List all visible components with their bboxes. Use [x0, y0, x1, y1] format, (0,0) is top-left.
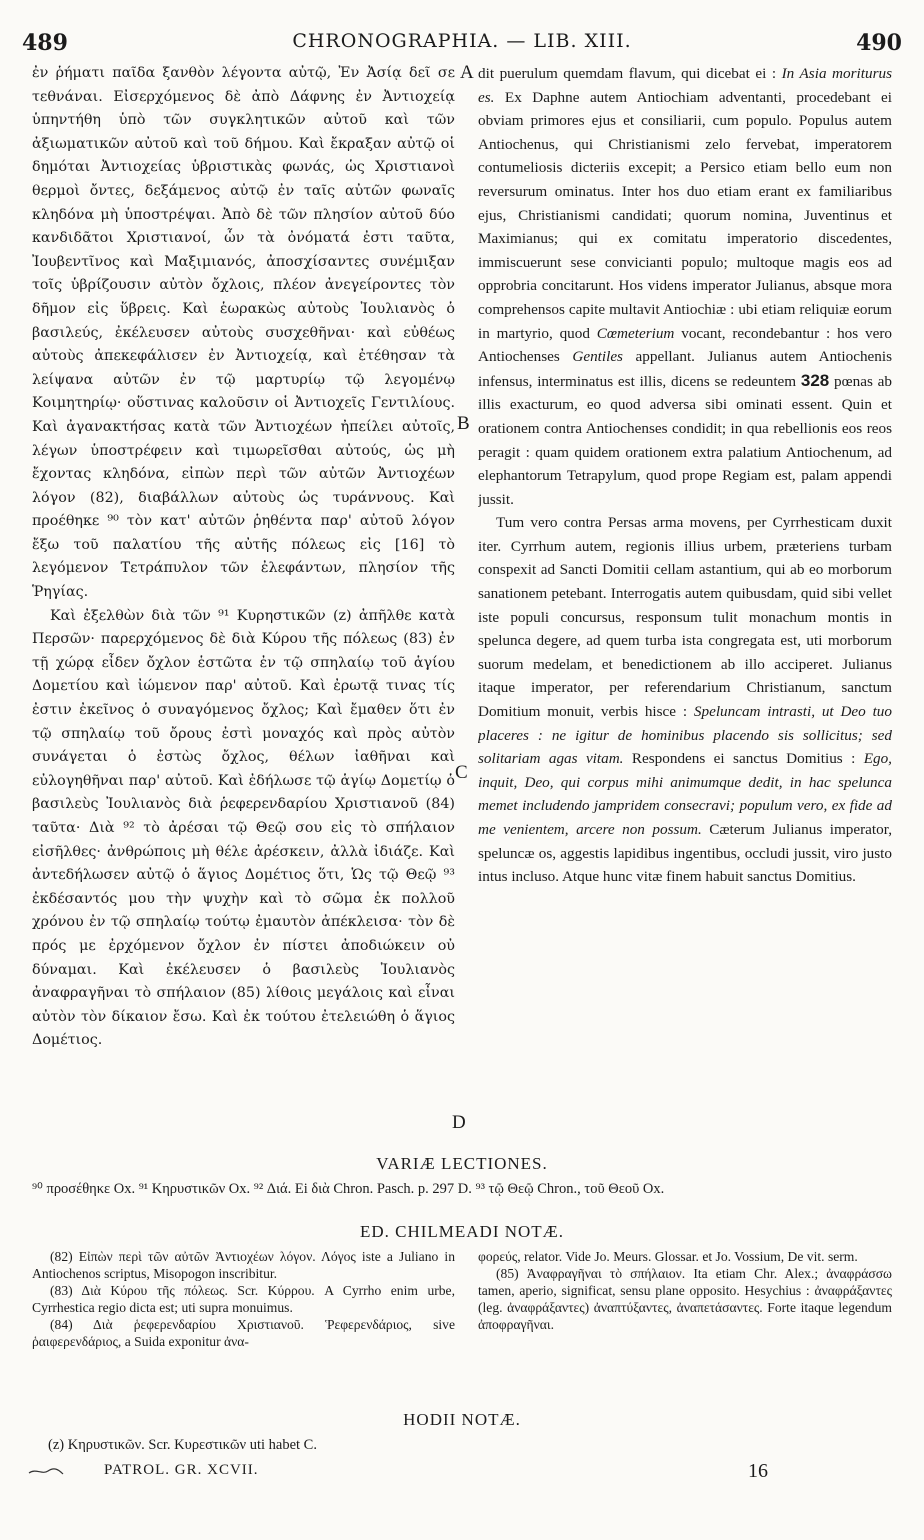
margin-marker-d: D: [452, 1112, 466, 1133]
latin-italic-text: Speluncam intrasti, ut Deo tuo placeres : ne igitur de hominibus placendo sis sollicitus; sed solitariam agas vitam.: [478, 703, 892, 768]
latin-text: vocant, recondebantur : hos vero Antiochenses: [478, 324, 892, 366]
note-84-continued: φορεύς, relator. Vide Jo. Meurs. Glossar. et Jo. Vossium, De vit. serm.: [478, 1249, 858, 1264]
margin-marker-a: A: [460, 62, 474, 83]
variae-lectiones-heading: VARIÆ LECTIONES.: [376, 1154, 548, 1173]
margin-marker-c: C: [455, 762, 468, 783]
latin-text: Ex Daphne autem Antiochiam adventanti, procedebant ei obviam primores ejus et consiliarii, cum populo. Populus autem Antiochenus, qui Christianismi zelo fervebat, imperatorem contumeliosis dicteriis excepit; a Persico etiam bello eum non reversurum ominatus. Inter hos duo etiam erant ex familiaribus ejus, Christianismi candidati; quorum nomina, Juventinus et Maximianus; qui ex comitatu imperatorio discedentes, immiscuerunt sese convicianti populo; multoque magis eos ad opprobria concitarunt. Hos videns imperator Julianus, absque mora comprehensos capite multavit Antiochiæ : ubi etiam reliquiæ eorum in martyrio, quod: [478, 88, 892, 342]
latin-text-column: [478, 62, 892, 1142]
latin-text: Tum vero contra Persas arma movens, per Cyrrhesticam duxit iter. Cyrrhum autem, regionis illius urbem, præteriens turbam conspexit ad Sancti Domitii cellam astantium, qui ab eo morborum sanationem petebant. Interrogatis autem quibusdam, quid sibi vellet iste populi concursus, responsum tulit monachum montis in spelunca degere, ad quem turba ista congregata est, uti morborum suorum medelam, et benedictionem ab illo acciperet. Julianus itaque imperator, per referendarium Christianum, sanctum Domitium monuit, verbis hisce :: [478, 514, 892, 721]
latin-italic-text: Cœmeterium: [596, 324, 675, 342]
greek-paragraph-1: ἐν ῥήματι παῖδα ξανθὸν λέγοντα αὐτῷ, Ἐν Ἀσίᾳ δεῖ σε τεθνάναι. Εἰσερχόμενος δὲ ἀπὸ Δάφνης ἐν Ἀντιοχείᾳ ὑπηντήθη ὑπὸ τῶν συγκλητικῶν αὐτοῦ καὶ τῶν ἀξιωματικῶν αὐτοῦ καὶ τοῦ δήμου. Καὶ ἔκραξαν αὐτῷ οἱ δημόται Ἀντιοχείας ὑβριστικὰς φωνάς, ὡς Χριστιανοὶ θερμοὶ ὄντες, δεξάμενος αὐτῷ ἐν ταῖς αὐτῶν φωναῖς κληδόνα μὴ ὑποστρέψαι. Ἀπὸ δὲ τῶν πλησίον αὐτοῦ δύο κανδιδᾶτοι Χριστιανοί, ὧν τὰ ὀνόματά ἐστι ταῦτα, Ἰουβεντῖνος καὶ Μαξιμιανός, ἀποσχίσαντες συνέμιξαν τοῖς ὑβρίζουσιν αὐτὸν ὄχλοις, πλέον ἀνεγείροντες τὸν δῆμον εἰς ὕβρεις. Καὶ ἑωρακὼς αὐτοὺς Ἰουλιανὸς ὁ βασιλεύς, ἐκέλευσεν αὐτοὺς συσχεθῆναι· καὶ εὐθέως αὐτοὺς ἀπεκεφάλισεν ἐν Ἀντιοχείᾳ, καὶ ἐτέθησαν τὰ λείψανα αὐτῶν ἐν τῷ μαρτυρίῳ τῷ λεγομένῳ Κοιμητηρίῳ· οὕστινας καλοῦσιν οἱ Ἀντιοχεῖς Γεντιλίους. Καὶ ἀγανακτήσας κατὰ τῶν Ἀντιοχέων ἠπείλει αὐτοῖς, λέγων ὑποστρέφειν καὶ τιμωρεῖσθαι αὐτούς, ὡς μὴ ἔχοντας κληδόνα, εἰπὼν περὶ τῶν αὐτῶν Ἀντιοχέων λόγον (82), διαβάλλων αὐτοὺς ὡς τυράννους. Καὶ προέθηκε ⁹⁰ τὸν κατ' αὐτῶν ῥηθέντα παρ' αὐτοῦ λόγον ἔξω τοῦ παλατίου τῆς αὐτῆς πόλεως εἰς [16] τὸ λεγόμενον Τετράπυλον τῶν ἐλεφάντων, πλησίον τῆς Ῥηγίας.: [32, 65, 455, 601]
notes-left-column: [32, 1248, 455, 1350]
signature-mark: 16: [748, 1460, 768, 1482]
page-footer: [0, 1462, 924, 1486]
variae-lectiones-text: ⁹⁰ προσέθηκε Ox. ⁹¹ Κηρυστικῶν Ox. ⁹² Διά. Ei διὰ Chron. Pasch. p. 297 D. ⁹³ τῷ Θεῷ Chron., τοῦ Θεοῦ Ox.: [32, 1181, 665, 1197]
greek-paragraph-2: Καὶ ἐξελθὼν διὰ τῶν ⁹¹ Κυρηστικῶν (z) ἀπῆλθε κατὰ Περσῶν· παρερχόμενος δὲ διὰ Κύρου τῆς πόλεως (83) ἐν τῇ χώρᾳ εἶδεν ὄχλον ἑστῶτα ἐν τῷ σπηλαίῳ τοῦ ἁγίου Δομετίου καὶ ἰώμενον παρ' αὐτοῦ. Καὶ ἐρωτᾷ τινας τίς ἐστιν ἐκεῖνος ὁ συναγόμενος ὄχλος; Καὶ ἔμαθεν ὅτι ἐν τῷ σπηλαίῳ τοῦ ὄρους ἐστὶ μοναχός καὶ πρὸς αὐτὸν συνάγεται ὁ ἐστὼς ὄχλος, θέλων ἰαθῆναι καὶ εὐλογηθῆναι παρ' αὐτοῦ. Καὶ ἐδήλωσε τῷ ἁγίῳ Δομετίῳ ὁ βασιλεὺς Ἰουλιανὸς διὰ ῥεφερενδαρίου Χριστιανοῦ (84) ταῦτα· Διὰ ⁹² τὸ ἀρέσαι τῷ Θεῷ σου εἰς τὸ σπήλαιον εἰσῆλθες· ἀνθρώποις μὴ θέλε ἀρέσκειν, ἀλλὰ ἰδιάζε. Καὶ ἀντεδήλωσεν αὐτῷ ὁ ἅγιος Δομέτιος ὅτι, Ὡς τῷ Θεῷ ⁹³ ἐκδέσαντός μου τὴν ψυχὴν καὶ τὸ σῶμα ἐκ πολλοῦ χρόνου ἐν τῷ σπηλαίῳ τούτῳ ἐμαυτὸν ἀπέκλεισα· τὸν δὲ πρός με ἐρχόμενον ὄχλον ἐν πίστει ἀποδιώκειν οὐ δύναμαι. Καὶ ἐκέλευσεν ὁ βασιλεὺς Ἰουλιανὸς ἀναφραγῆναι τὸ σπήλαιον (85) λίθοις μεγάλοις καὶ εἶναι αὐτὸν τὸν δίκαιον ἔσω. Καὶ ἐκ τούτου ἐτελειώθη ὁ ἅγιος Δομέτιος.: [32, 607, 455, 1049]
page-number-left: 489: [22, 30, 68, 56]
series-reference: PATROL. GR. XCVII.: [104, 1462, 259, 1478]
hodii-note-z: (z) Κηρυστικῶν. Scr. Κυρεστικῶν uti habet C.: [48, 1437, 317, 1453]
latin-italic-text: Ego, inquit, Deo, qui corpus mihi animumque dedit, in hac spelunca memet includendo jampridem consecravi; populum vero, ex fide ad me venientem, arcere non possum.: [478, 750, 892, 838]
notes-right-column: [478, 1248, 892, 1333]
note-85: (85) Ἀναφραγῆναι τὸ σπήλαιον. Ita etiam Chr. Alex.; ἀναφράσσω tamen, aperio, significat, sensu plane opposito. Hesychius : ἀναφράξαντες (leg. ἀναφράξαντες) ἀναπτύξαντες, ἀναπετάσαντες. Forte itaque legendum ἀποφραγῆναι.: [478, 1266, 892, 1332]
ink-mark-icon: [28, 1466, 64, 1476]
hodii-notes-heading: HODII NOTÆ.: [403, 1410, 521, 1429]
page-number-right: 490: [856, 30, 902, 56]
latin-text: Cæterum Julianus imperator, speluncæ os, aggestis lapidibus ingentibus, occludi jussit, viro justo intus incluso. Atque hunc vitæ finem habuit sanctus Domitius.: [478, 821, 892, 886]
latin-text: dit puerulum quemdam flavum, qui dicebat ei :: [478, 65, 782, 82]
original-page-number: 328: [800, 370, 830, 390]
latin-italic-text: Gentiles: [572, 348, 623, 366]
note-82: (82) Εἰπὼν περὶ τῶν αὐτῶν Ἀντιοχέων λόγον. Λόγος iste a Juliano in Antiochenos scriptus, Misopogon inscribitur.: [32, 1249, 455, 1281]
latin-text: Respondens ei sanctus Domitius :: [623, 750, 864, 768]
note-84: (84) Διὰ ῥεφερενδαρίου Χριστιανοῦ. Ῥεφερενδάριος, sive ῥαιφερενδάριος, a Suida exponitur ἀνα-: [32, 1317, 455, 1349]
margin-marker-b: B: [457, 413, 470, 434]
greek-text-column: [32, 62, 455, 1142]
latin-paragraph-1: [478, 62, 892, 511]
latin-paragraph-2: [478, 511, 892, 889]
note-83: (83) Διὰ Κύρου τῆς πόλεως. Scr. Κύρρου. A Cyrrho enim urbe, Cyrrhestica regio dicta est; uti supra monuimus.: [32, 1283, 455, 1315]
chilmead-notes-heading: ED. CHILMEADI NOTÆ.: [359, 1222, 565, 1241]
running-title: CHRONOGRAPHIA. — LIB. XIII.: [292, 30, 632, 52]
latin-text: pœnas ab illis exacturum, eo quod adversa sibi ominati essent. Quin et orationem contra Antiochenses condidit; in qua rebellionis eos reos peragit : quam quidem orationem extra palatium Antiochenum, ad elephantorum Tetrapylum, quod prope Regiam est, palam appendi jussit.: [478, 372, 892, 508]
latin-text: appellant. Julianus autem Antiochenis infensus, interminatus est illis, dicens se redeuntem: [478, 348, 892, 390]
running-header: [22, 30, 902, 56]
latin-italic-text: In Asia moriturus es.: [478, 65, 892, 106]
